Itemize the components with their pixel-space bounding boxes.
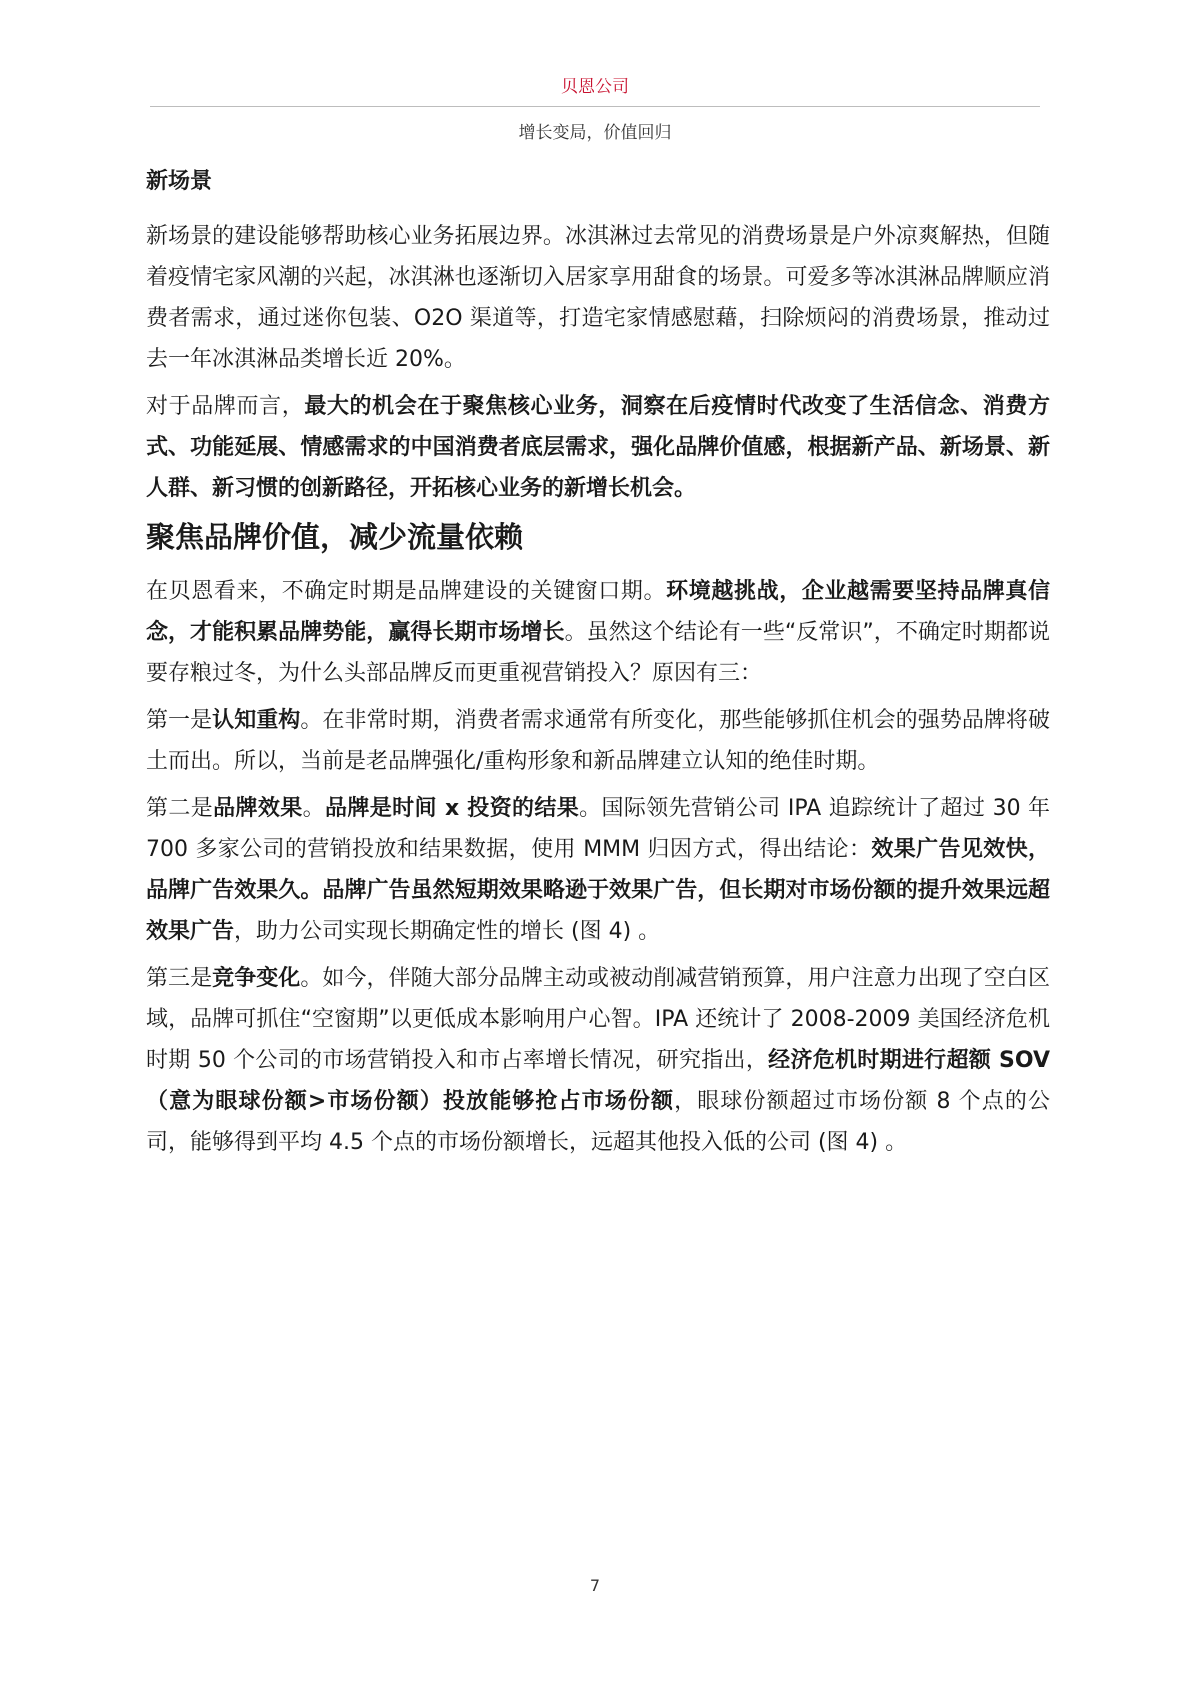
paragraph-intro xyxy=(146,571,1050,694)
document-body xyxy=(146,162,1050,1169)
text-mid: 。 xyxy=(302,796,326,821)
text-emphasis: 竞争变化 xyxy=(212,966,301,991)
paragraph-reason-three xyxy=(146,958,1050,1163)
text-mid: 。国际领先营销公司 IPA 追踪统计了超过 30 年 700 多家公司的营销投放和结果数据，使用 MMM 归因方式，得出结论： xyxy=(146,796,1050,862)
text-emphasis: 认知重构 xyxy=(212,708,301,733)
text-lead: 第三是 xyxy=(146,966,213,991)
text-emphasis: 经济危机时期进行超额 SOV（意为眼球份额>市场份额）投放能够抢占市场份额 xyxy=(146,1048,1050,1114)
text-lead: 第一是 xyxy=(146,708,213,733)
text-tail: 。在非常时期，消费者需求通常有所变化，那些能够抓住机会的强势品牌将破土而出。所以，当前是老品牌强化/重构形象和新品牌建立认知的绝佳时期。 xyxy=(146,708,1050,774)
header-company-name: 贝恩公司 xyxy=(561,77,629,97)
text-lead: 在贝恩看来，不确定时期是品牌建设的关键窗口期。 xyxy=(146,579,667,604)
header-divider xyxy=(150,106,1040,107)
paragraph-new-scenarios: 新场景的建设能够帮助核心业务拓展边界。冰淇淋过去常见的消费场景是户外凉爽解热，但随着疫情宅家风潮的兴起，冰淇淋也逐渐切入居家享用甜食的场景。可爱多等冰淇淋品牌顺应消费者需求，通过迷你包装、O2O 渠道等，打造宅家情感慰藉，扫除烦闷的消费场景，推动过去一年冰淇淋品类增长近 20%。 xyxy=(146,224,1050,372)
text-tail: 。虽然这个结论有一些“反常识”，不确定时期都说要存粮过冬，为什么头部品牌反而更重视营销投入？原因有三： xyxy=(146,620,1050,686)
text-emphasis: 最大的机会在于聚焦核心业务，洞察在后疫情时代改变了生活信念、消费方式、功能延展、情感需求的中国消费者底层需求，强化品牌价值感，根据新产品、新场景、新人群、新习惯的创新路径，开拓核心业务的新增长机会。 xyxy=(146,394,1050,501)
paragraph-brand-opportunity xyxy=(146,386,1050,509)
text-lead: 第二是 xyxy=(146,796,214,821)
text-tail: ，眼球份额超过市场份额 8 个点的公司，能够得到平均 4.5 个点的市场份额增长，远超其他投入低的公司 (图 4) 。 xyxy=(146,1089,1050,1155)
text-emphasis: 品牌是时间 x 投资的结果 xyxy=(325,796,580,821)
text-emphasis: 效果广告见效快，品牌广告效果久。品牌广告虽然短期效果略逊于效果广告，但长期对市场份额的提升效果远超效果广告 xyxy=(146,837,1050,944)
paragraph-reason-one xyxy=(146,700,1050,782)
text-lead: 对于品牌而言， xyxy=(146,394,305,419)
paragraph-reason-two xyxy=(146,788,1050,952)
section-heading-brand-value: 聚焦品牌价值，减少流量依赖 xyxy=(146,520,524,554)
text-emphasis: 品牌效果 xyxy=(213,796,303,821)
section-heading-new-scenarios: 新场景 xyxy=(146,169,213,194)
header-tagline: 增长变局，价值回归 xyxy=(518,123,672,143)
text-mid: 。如今，伴随大部分品牌主动或被动削减营销预算，用户注意力出现了空白区域，品牌可抓住“空窗期”以更低成本影响用户心智。IPA 还统计了 2008-2009 美国经济危机时期 50 个公司的市场营销投入和市占率增长情况，研究指出， xyxy=(146,966,1050,1073)
text-tail: ，助力公司实现长期确定性的增长 (图 4) 。 xyxy=(234,919,661,944)
page-number: 7 xyxy=(589,1576,601,1595)
text-emphasis: 环境越挑战，企业越需要坚持品牌真信念，才能积累品牌势能，赢得长期市场增长 xyxy=(146,579,1050,645)
